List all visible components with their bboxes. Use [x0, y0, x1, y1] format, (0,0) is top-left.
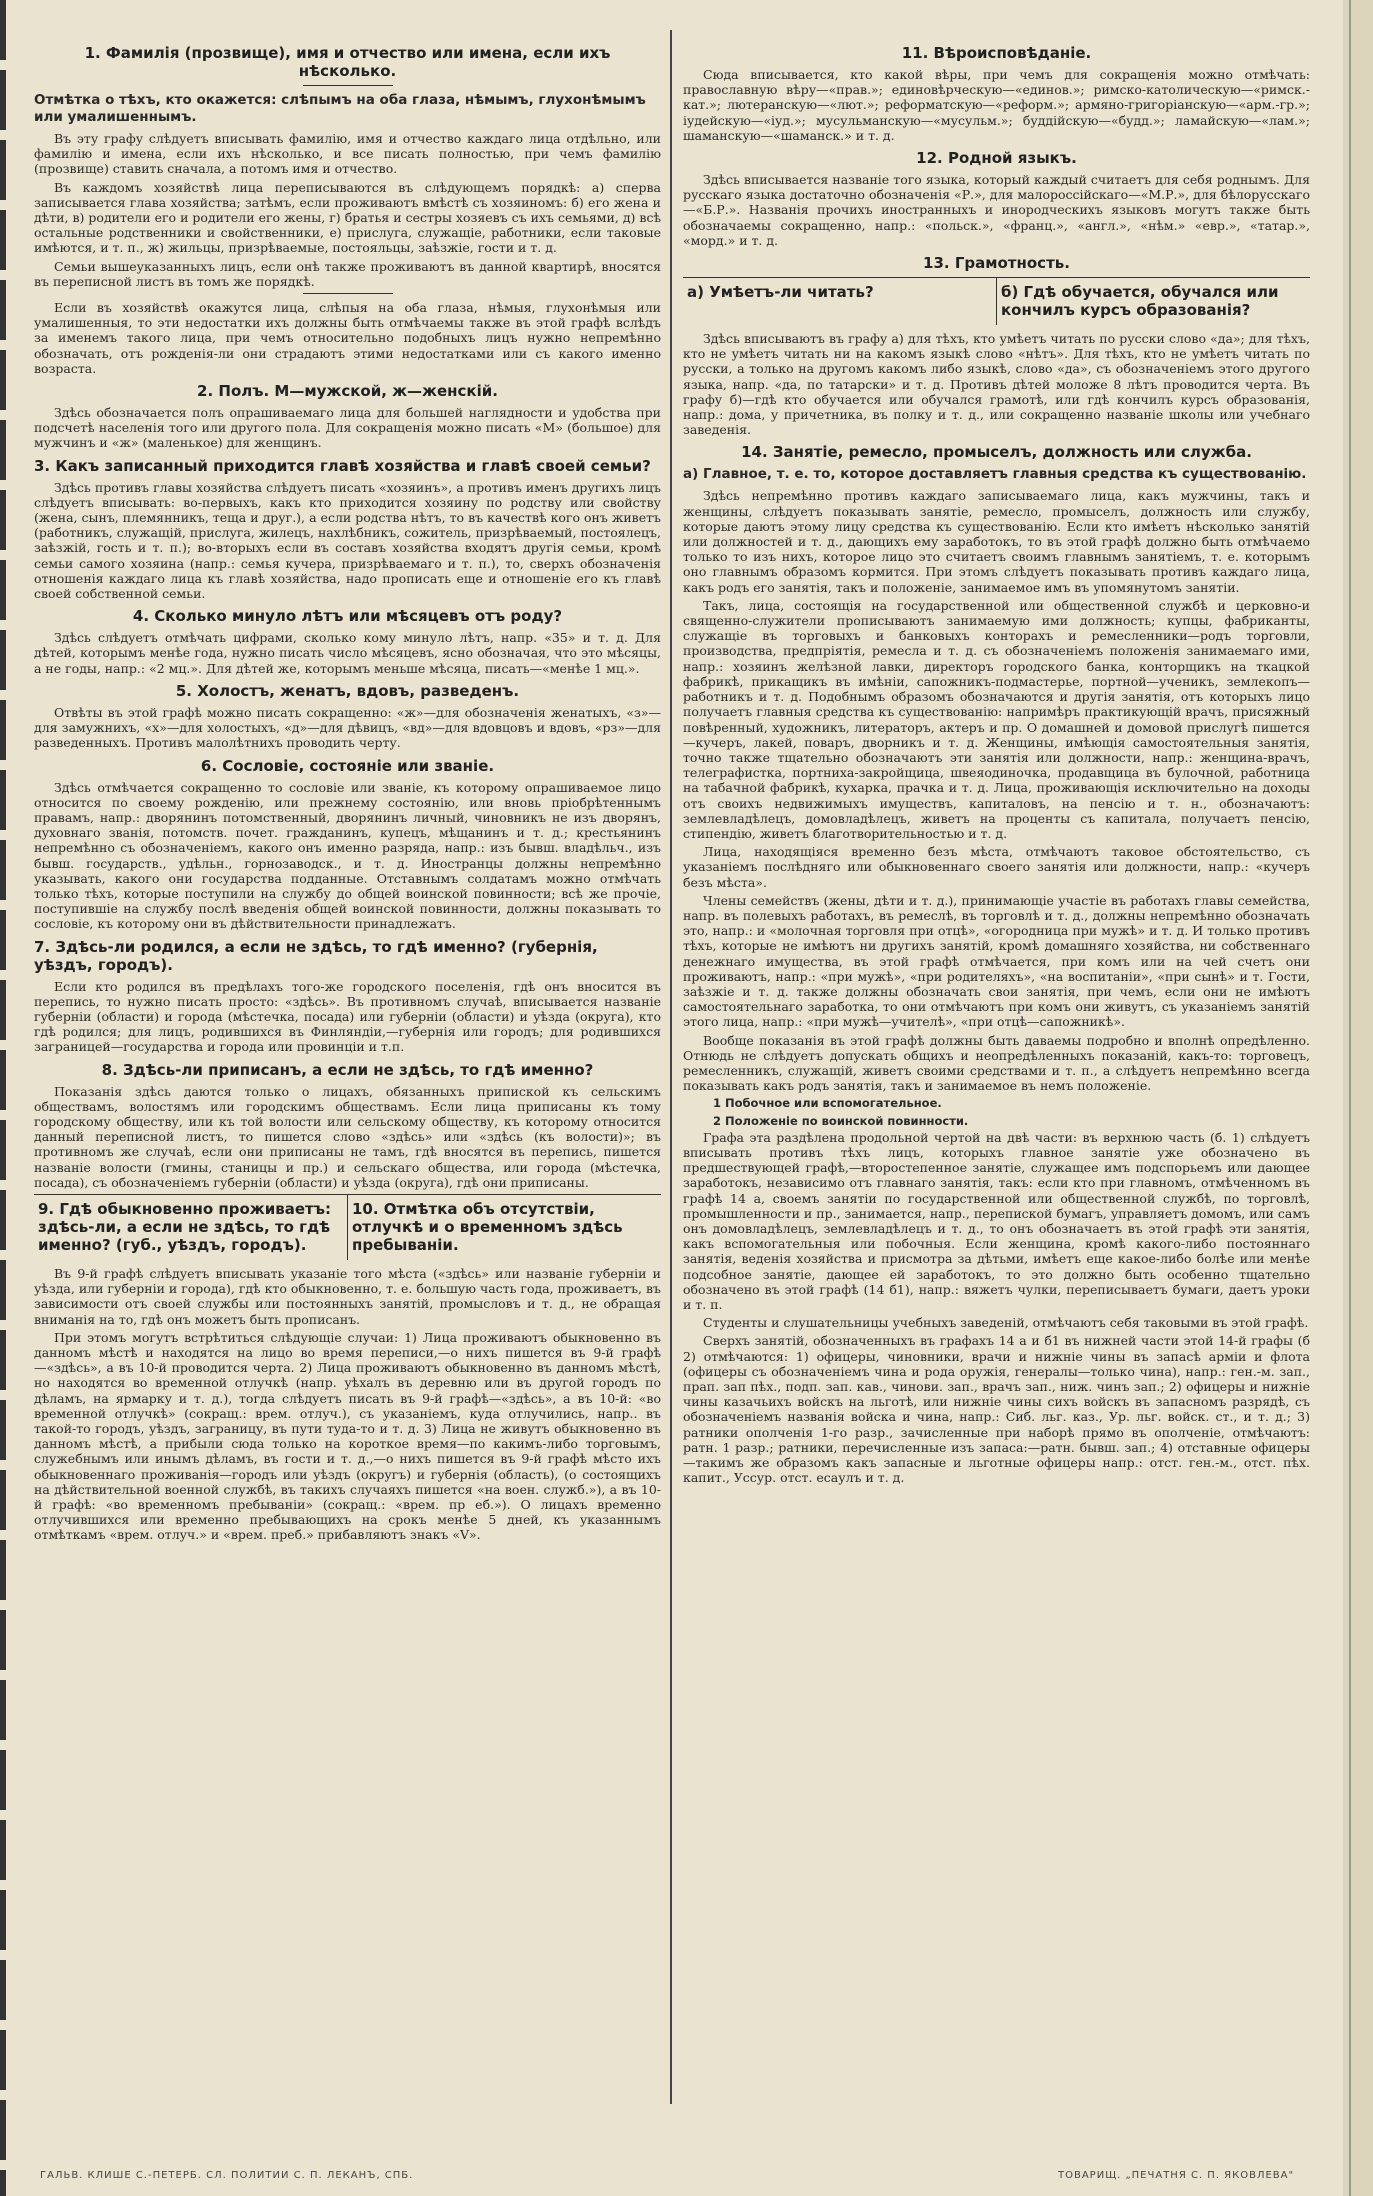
section-13b-header: [996, 278, 1310, 325]
binding-edge: [0, 0, 6, 2196]
section-14b2-label: 2 Положеніе по воинской повинности.: [713, 1113, 969, 1128]
column-divider: [670, 30, 672, 2104]
section-13-subheaders: [683, 277, 1310, 325]
divider: [303, 85, 393, 86]
paragraph: Члены семействъ (жены, дѣти и т. д.), принимающіе участіе въ работахъ главы семейства, напр. въ полевыхъ работахъ, въ ремеслѣ, въ торговлѣ и т. д., должны непремѣнно обозначать это, напр.: и «молочная торговля при отцѣ», «огородница при мужѣ» и т. д. И только противъ тѣхъ, которые не имѣютъ ни другихъ занятій, кромѣ домашняго хозяйства, ни собственнаго денежнаго имущества, въ этой графѣ отмѣчается, при комъ или на чей счетъ они проживаютъ, напр.: «при мужѣ», «при родителяхъ», «на воспитаніи», «при сынѣ» и т. Гости, заѣзжіе и т. д. также должны обозначать свои занятія, при чемъ, если они не имѣютъ самостоятельнаго заработка, то они отмѣчаютъ при комъ они живутъ, съ указаніемъ занятій этого лица, напр.: «при мужѣ—учителѣ», «при отцѣ—сапожникѣ».: [683, 892, 1310, 1030]
paragraph: Графа эта раздѣлена продольной чертой на двѣ части: въ верхнюю часть (б. 1) слѣдуетъ вписывать противъ тѣхъ лицъ, которыхъ главное занятіе уже обозначено въ предшествующей графѣ,—второстепенное занятіе, служащее имъ подспорьемъ или дающее заработокъ, независимо отъ главнаго занятія, такъ: если кто при главномъ, отмѣченномъ въ графѣ 14 а, своемъ занятіи по государственной или общественной службѣ, по торговлѣ, промышленности и пр., занимается, напр., перепиской бумагъ, управляетъ домомъ, или самъ онъ домовладѣлецъ, землевладѣлецъ и т. д., то онъ обозначаетъ въ этой графѣ эти занятія, какъ вспомогательныя или побочныя. Если женщина, кромѣ какого-либо постояннаго занятія, веденія хозяйства и присмотра за дѣтьми, имѣетъ еще какое-либо болѣе или менѣе подсобное занятіе, дающее ей заработокъ, то это должно быть особенно тщательно обозначено въ этой графѣ (14 б1), напр.: вяжетъ чулки, переписываетъ бумаги, даетъ уроки и т. п.: [683, 1129, 1310, 1313]
section-9-10-header: [34, 1194, 661, 1260]
section-1-subtitle: Отмѣтка о тѣхъ, кто окажется: слѣпымъ на оба глаза, нѣмымъ, глухонѣмымъ или умалишеннымъ.: [34, 92, 646, 125]
page-edge: [1343, 0, 1373, 2196]
paragraph: Показанія здѣсь даются только о лицахъ, обязанныхъ припиской къ сельскимъ обществамъ, волостямъ или городскимъ обществамъ. Если лица приписаны къ тому городскому обществу, или къ той волости или сельскому обществу, къ которому относится данный переписной листъ, то пишется слово «здѣсь» или «здѣсь (къ волости)»; въ противномъ же случаѣ, если они приписаны не тамъ, гдѣ вносятся въ перепись, пишется названіе волости (гмины, станицы и пр.) и сельскаго общества, или города (мѣстечка, посада), съ обозначеніемъ губерніи (области) и уѣзда (округа), гдѣ они приписаны.: [34, 1083, 661, 1190]
section-9-header: [34, 1195, 347, 1260]
section-8-title: 8. Здѣсь-ли приписанъ, а если не здѣсь, то гдѣ именно?: [101, 1060, 594, 1079]
paragraph: Если въ хозяйствѣ окажутся лица, слѣпыя на оба глаза, нѣмыя, глухонѣмыя или умалишенныя, то эти недостатки ихъ должны быть отмѣчаемы также въ этой графѣ вслѣдъ за именемъ такого лица, при чемъ относительно подобныхъ лицъ нужно непремѣнно обозначать, отъ рожденія-ли они страдаютъ этими недостатками или съ какого именно возраста.: [34, 300, 661, 376]
paragraph: Такъ, лица, состоящія на государственной или общественной службѣ и церковно-и священно-служители прописываютъ занимаемую ими должность; купцы, фабриканты, служащіе въ торговыхъ и банковыхъ конторахъ и ремесленники—родъ торговли, производства, предпріятія, ремесла и т. д. съ обозначеніемъ положенія занимаемаго ими, напр.: хозяинъ желѣзной лавки, директоръ городского банка, конторщикъ на ткацкой фабрикѣ, прикащикъ въ имѣніи, сапожникъ-подмастерье, портной—ученикъ, землекопъ—работникъ и т. д. Подобнымъ образомъ обозначаются и другія занятія, отъ которыхъ лицо получаетъ главныя средства къ существованію: напримѣръ практикующій врачъ, присяжный повѣренный, художникъ, литераторъ, актеръ и пр. О домашней и домовой прислугѣ пишется—кучеръ, лакей, поваръ, дворникъ и т. д. Женщины, имѣющія самостоятельныя занятія, точно также тщательно обозначаютъ эти занятія или должности, напр.: женщина-врачъ, телеграфистка, портниха-закройщица, швеяодиночка, продавщица въ булочной, работница на табачной фабрикѣ, кухарка, прачка и т. д. Лица, проживающія исключительно на доходы отъ своихъ недвижимыхъ имуществъ, капиталовъ, на пенсію и т. н., обозначаютъ: землевладѣлецъ, домовладѣлецъ, живетъ на проценты съ капитала, получаетъ пенсію, стипендію, живетъ благотворительностью и т. д.: [683, 597, 1310, 841]
section-14b1-label: 1 Побочное или вспомогательное.: [713, 1096, 942, 1111]
paragraph: Сверхъ занятій, обозначенныхъ въ графахъ 14 а и б1 въ нижней части этой 14-й графы (б 2) отмѣчаются: 1) офицеры, чиновники, врачи и нижніе чины въ запасѣ арміи и флота (офицеры съ обозначеніемъ чина и рода оружія, генералы—только чина), напр.: ген.-м. зап., прап. зап пѣх., подп. зап. кав., чинови. зап., врачъ зап., ниж. чинъ зап.; 2) офицеры и нижніе чины казачьихъ войскъ на льготѣ, или нижніе чины сихъ войскъ въ запасномъ разрядѣ, съ обозначеніемъ названія войска и чина, напр.: Сиб. льг. каз., Ур. льг. войск. ст., и т. д.; 3) ратники ополченія 1-го разр., зачисленные при наборѣ прямо въ ополченіе, отмѣчаютъ: ратн. 1 разр.; ратники, перечисленные изъ запаса:—ратн. бывш. зап.; 4) отставные офицеры—такимъ же образомъ какъ запасные и льготные офицеры напр.: отст. ген.-м., отст. пѣх. капит., Уссур. отст. есаулъ и т. д.: [683, 1333, 1310, 1486]
printer-imprint-left: ГАЛЬВ. КЛИШЕ С.-ПЕТЕРБ. СЛ. ПОЛИТИИ С. П. ЛЕКАНЪ, СПБ.: [40, 2170, 414, 2181]
paragraph: Въ 9-й графѣ слѣдуетъ вписывать указаніе того мѣста («здѣсь» или названіе губерніи и уѣзда, или губерніи и города), гдѣ кто обыкновенно, т. е. большую часть года, проживаетъ, въ зависимости отъ своей службы или постоянныхъ занятій, промысловъ и т. д., не обращая вниманія на то, гдѣ онъ можетъ быть прописанъ.: [34, 1265, 661, 1327]
right-column: [683, 38, 1310, 2104]
paragraph: Въ эту графу слѣдуетъ вписывать фамилію, имя и отчество каждаго лица отдѣльно, или фамилію и имена, если ихъ нѣсколько, и все писать полностью, при чемъ фамилію (прозвище) ставить сначала, а потомъ имя и отчество.: [34, 131, 661, 177]
section-12-title: 12. Родной языкъ.: [916, 149, 1077, 168]
section-14-subtitle: а) Главное, т. е. то, которое доставляетъ главныя средства къ существованію.: [683, 466, 1307, 483]
section-2-title: 2. Полъ. М—мужской, ж—женскій.: [197, 382, 498, 401]
paragraph: Здѣсь слѣдуетъ отмѣчать цифрами, сколько кому минуло лѣтъ, напр. «35» и т. д. Для дѣтей, которымъ менѣе года, нужно писать число мѣсяцевъ, ясно обозначая, что это мѣсяцы, а не годы, напр.: «2 мц.». Для дѣтей же, которымъ меньше мѣсяца, писать—«менѣе 1 мц.».: [34, 630, 661, 676]
paragraph: Здѣсь обозначается полъ опрашиваемаго лица для большей наглядности и удобства при подсчетѣ населенія того или другого пола. Для сокращенія можно писать «М» (большое) для мужчинъ и «ж» (маленькое) для женщинъ.: [34, 405, 661, 451]
paragraph: Отвѣты въ этой графѣ можно писать сокращенно: «ж»—для обозначенія женатыхъ, «з»—для замужнихъ, «х»—для холостыхъ, «д»—для дѣвицъ, «вд»—для вдовцовъ и вдовъ, «рз»—для разведенныхъ. Противъ малолѣтнихъ проводить черту.: [34, 704, 661, 751]
paragraph: Лица, находящіяся временно безъ мѣста, отмѣчаютъ таковое обстоятельство, съ указаніемъ послѣдняго или обыкновеннаго своего занятія или должности, напр.: «кучеръ безъ мѣста».: [683, 844, 1310, 890]
section-5-title: 5. Холостъ, женатъ, вдовъ, разведенъ.: [175, 681, 520, 700]
paragraph: Здѣсь вписываютъ въ графу а) для тѣхъ, кто умѣетъ читать по русски слово «да»; для тѣхъ, кто не умѣетъ читать ни на какомъ языкѣ слово «нѣтъ». Для тѣхъ, кто не умѣетъ читать по русски, а только на другомъ какомъ либо языкѣ, слово «да», съ обозначеніемъ этого другого языка, напр. «да, по татарски» и т. д. Противъ дѣтей моложе 8 лѣтъ проводится черта. Въ графу б)—гдѣ кто обучается или обучался грамотѣ, или гдѣ кончилъ курсъ образованія, напр.: дома, у причетника, въ полку и т. д., или сокращенно названіе школы или учебнаго заведенія.: [683, 331, 1310, 438]
section-1-title: 1. Фамилія (прозвище), имя и отчество или имена, если ихъ нѣсколько.: [84, 44, 611, 80]
section-4-title: 4. Сколько минуло лѣтъ или мѣсяцевъ отъ роду?: [132, 607, 563, 626]
paragraph: Въ каждомъ хозяйствѣ лица переписываются въ слѣдующемъ порядкѣ: а) сперва записывается глава хозяйства; затѣмъ, если проживаютъ вмѣстѣ съ хозяиномъ: б) его жена и дѣти, в) родители его и родители его жены, г) братья и сестры хозяевъ съ ихъ семьями, д) всѣ остальные родственники и свойственники, е) прислуга, служащіе, работники, если таковые имѣются, и т. п., ж) жильцы, призрѣваемые, постояльцы, заѣзжіе, гости и т. д.: [34, 179, 661, 256]
paragraph: Здѣсь вписывается названіе того языка, который каждый считаетъ для себя роднымъ. Для русскаго языка достаточно обозначенія «Р.», для малороссійскаго—«М.Р.», для бѣлорусскаго—«Б.Р.». Названія прочихъ иностранныхъ и инородческихъ языковъ могутъ также быть обозначаемы сокращенно, напр.: «польск.», «франц.», «англ.», «нѣм.» «евр.», «татар.», «морд.» и т. д.: [683, 172, 1310, 248]
section-13b-title: б) Гдѣ обучается, обучался или кончилъ курсъ образованія?: [1001, 283, 1279, 320]
section-14-title: 14. Занятіе, ремесло, промыселъ, должность или служба.: [741, 443, 1252, 462]
section-13a-header: [683, 278, 996, 325]
section-10-title: 10. Отмѣтка объ отсутствіи, отлучкѣ и о временномъ здѣсь пребываніи.: [352, 1199, 623, 1254]
paragraph: Семьи вышеуказанныхъ лицъ, если онѣ также проживаютъ въ данной квартирѣ, вносятся въ переписной листъ въ томъ же порядкѣ.: [34, 258, 661, 289]
paragraph: Здѣсь непремѣнно противъ каждаго записываемаго лица, какъ мужчины, такъ и женщины, слѣдуетъ показывать занятіе, ремесло, промыселъ, должность или службу, которые даютъ этому лицу средства къ существованію. Если кто имѣетъ нѣсколько занятій или должностей и т. д., дающихъ ему заработокъ, то въ этой графѣ должно быть отмѣчаемо только то изъ нихъ, которое лицо это считаетъ своимъ главнымъ занятіемъ, т. е. которымъ оно главнымъ образомъ кормится. При этомъ слѣдуетъ показывать противъ каждаго лица, какъ родъ его занятія, такъ и положеніе, занимаемое имъ въ упомянутомъ занятіи.: [683, 488, 1310, 595]
section-6-title: 6. Сословіе, состояніе или званіе.: [200, 756, 495, 775]
printer-imprint-right: ТОВАРИЩ. „ПЕЧАТНЯ С. П. ЯКОВЛЕВА": [1058, 2170, 1295, 2181]
paragraph: Студенты и слушательницы учебныхъ заведеній, отмѣчаютъ себя таковыми въ этой графѣ.: [703, 1315, 1309, 1331]
paragraph: Сюда вписывается, кто какой вѣры, при чемъ для сокращенія можно отмѣчать: православную вѣру—«прав.»; единовѣрческую—«единов.»; римско-католическую—«римск.-кат.»; лютеранскую—«лют.»; реформатскую—«реформ.»; армяно-григоріанскую—«арм.-гр.»; іудейскую—«іуд.»; мусульманскую—«мусульм.»; буддійскую—«будд.»; ламайскую—«лам.»; шаманскую—«шаманск.» и т. д.: [683, 67, 1310, 143]
section-13-title: 13. Грамотность.: [923, 254, 1070, 273]
divider: [303, 293, 393, 294]
section-10-header: [347, 1195, 661, 1260]
section-7-title: 7. Здѣсь-ли родился, а если не здѣсь, то гдѣ именно? (губернія, уѣздъ, городъ).: [34, 937, 598, 974]
paragraph: Здѣсь отмѣчается сокращенно то сословіе или званіе, къ которому опрашиваемое лицо относится по своему рожденію, или прежнему состоянію, или вновь пріобрѣтеннымъ правамъ, напр.: дворянинъ потомственный, дворянинъ личный, чиновникъ не изъ дворянъ, духовнаго званія, потомств. почет. гражданинъ, купецъ, мѣщанинъ и т. д.; крестьянинъ непремѣнно съ обозначеніемъ, какого онъ именно разряда, напр.: изъ бывш. владѣльч., изъ бывш. государств., удѣльн., горнозаводск., и т. д. Иностранцы должны непремѣнно указывать, какого они государства подданные. Отставнымъ солдатамъ можно отмѣчать только тѣхъ, которые поступили на службу до общей воинской повинности; всѣ же прочіе, поступившіе на службу послѣ введенія общей воинской повинности, должны показывать то сословіе, къ которому они въ дѣйствительности принадлежатъ.: [34, 779, 661, 932]
section-3-title: 3. Какъ записанный приходится главѣ хозяйства и главѣ своей семьи?: [34, 456, 651, 475]
section-11-title: 11. Вѣроисповѣданіе.: [901, 44, 1092, 62]
section-13a-title: а) Умѣетъ-ли читать?: [687, 283, 874, 302]
paragraph: Если кто родился въ предѣлахъ того-же городского поселенія, гдѣ онъ вносится въ перепись, то нужно писать просто: «здѣсь». Въ противномъ случаѣ, вписывается названіе губерніи (области) и города (мѣстечка, посада) или губерніи (области) и уѣзда (округа), кто гдѣ родился; для лицъ, родившихся въ Финляндіи,—губернія или городъ; для родившихся заграницей—государства и города или провинціи и т.п.: [34, 978, 661, 1055]
paragraph: При этомъ могутъ встрѣтиться слѣдующіе случаи: 1) Лица проживаютъ обыкновенно въ данномъ мѣстѣ и находятся на лицо во время переписи,—о нихъ пишется въ 9-й графѣ—«здѣсь», а въ 10-й проводится черта. 2) Лица проживаютъ обыкновенно въ данномъ мѣстѣ, но находятся во временной отлучкѣ (напр. уѣхалъ въ деревню или въ другой городъ по дѣламъ, на ярмарку и т. д.), тогда слѣдуетъ писать въ 9-й графѣ—«здѣсь», а въ 10-й: «во временной отлучкѣ» (сокращ.: врем. отлуч.), съ указаніемъ, куда отлучились, напр.. въ такой-то городъ, уѣздъ, заграницу, въ пути туда-то и т. д. 3) Лица не живутъ обыкновенно въ данномъ мѣстѣ, а прибыли сюда только на короткое время—по какимъ-либо торговымъ, служебнымъ или инымъ дѣламъ, въ гости и т. д.,—о нихъ пишется въ 9-й графѣ мѣсто ихъ обыкновеннаго проживанія—городъ или уѣздъ (округъ) и губернія (область), (о состоящихъ на дѣйствительной военной службѣ, въ такихъ случаяхъ пишется «на воен. служб.»), а въ 10-й графѣ: «во временномъ пребываніи» (сокращ.: «врем. пр еб.»). О лицахъ временно отлучившихся или временно пребывающихъ на срокъ менѣе 5 дней, къ указаннымъ отмѣткамъ «врем. отлуч.» и «врем. преб.» прибавляютъ знакъ «V».: [34, 1329, 661, 1543]
paragraph: Здѣсь противъ главы хозяйства слѣдуетъ писать «хозяинъ», а противъ именъ другихъ лицъ слѣдуетъ вписывать: во-первыхъ, какъ кто приходится хозяину по родству или свойству (жена, сынъ, племянникъ, теща и друг.), а если родства нѣтъ, то въ качествѣ кого онъ живетъ (работникъ, служащій, прислуга, жилецъ, нахлѣбникъ, сожитель, призрѣваемый, постоялецъ, заѣзжій, гость и т. п.); во-вторыхъ если въ составъ хозяйства входятъ другія семьи, кромѣ семьи самого хозяина (напр.: семья кучера, призрѣваемаго и т. п.), то, сверхъ обозначенія отношенія каждаго лица къ главѣ хозяйства, надо прописать еще и отношеніе его къ главѣ своей собственной семьи.: [34, 479, 661, 602]
paragraph: Вообще показанія въ этой графѣ должны быть даваемы подробно и вполнѣ опредѣленно. Отнюдь не слѣдуетъ допускать общихъ и неопредѣленныхъ показаній, какъ-то: торговецъ, ремесленникъ, служащій, живетъ своими средствами и т. п., а слѣдуетъ непремѣнно всегда показывать какъ родъ занятія, такъ и занимаемое въ немъ положеніе.: [683, 1032, 1310, 1094]
left-column: [34, 38, 661, 2104]
section-9-title: 9. Гдѣ обыкновенно проживаетъ: здѣсь-ли, а если не здѣсь, то гдѣ именно? (губ., уѣздъ, городъ).: [38, 1199, 331, 1254]
